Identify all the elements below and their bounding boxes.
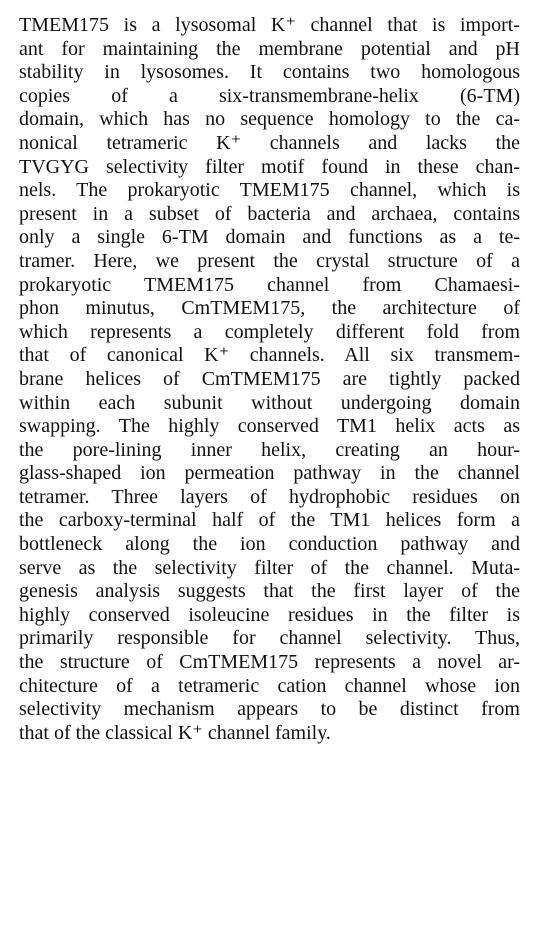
text-line: bottleneck along the ion conduction pathway and [19, 533, 520, 556]
abstract-paragraph [19, 14, 520, 745]
text-line: selectivity mechanism appears to be distinct from [19, 698, 520, 721]
text-line: genesis analysis suggests that the first layer of the [19, 580, 520, 603]
text-line: within each subunit without undergoing domain [19, 391, 520, 414]
text-line: nels. The prokaryotic TMEM175 channel, which is [19, 179, 520, 202]
text-line: phon minutus, CmTMEM175, the architecture of [19, 297, 520, 320]
text-line: serve as the selectivity filter of the channel. Muta- [19, 556, 520, 579]
text-line: tetramer. Three layers of hydrophobic residues on [19, 485, 520, 508]
text-line: TMEM175 is a lysosomal K⁺ channel that is import- [19, 14, 520, 36]
text-line: that of canonical K⁺ channels. All six transmem- [19, 344, 520, 367]
text-line: chitecture of a tetrameric cation channel whose ion [19, 674, 520, 697]
text-line: tramer. Here, we present the crystal structure of a [19, 249, 520, 272]
text-line: the structure of CmTMEM175 represents a novel ar- [19, 651, 520, 674]
text-line: stability in lysosomes. It contains two homologous [19, 61, 520, 84]
text-line: the pore-lining inner helix, creating an hour- [19, 438, 520, 461]
text-line: swapping. The highly conserved TM1 helix acts as [19, 415, 520, 438]
text-line: which represents a completely different fold from [19, 320, 520, 343]
text-line: highly conserved isoleucine residues in the filter is [19, 603, 520, 626]
text-line: that of the classical K⁺ channel family. [19, 721, 331, 744]
text-line: TVGYG selectivity filter motif found in these chan- [19, 155, 520, 178]
text-line: domain, which has no sequence homology to the ca- [19, 108, 520, 131]
text-line: primarily responsible for channel selectivity. Thus, [19, 627, 520, 650]
text-line: the carboxy-terminal half of the TM1 helices form a [19, 509, 520, 532]
text-line: copies of a six-transmembrane-helix (6-TM) [19, 84, 520, 107]
text-line: ant for maintaining the membrane potential and pH [19, 37, 520, 60]
text-line: present in a subset of bacteria and archaea, contains [19, 202, 520, 225]
text-line: glass-shaped ion permeation pathway in the channel [19, 462, 520, 485]
text-line: nonical tetrameric K⁺ channels and lacks the [19, 131, 520, 154]
text-line: brane helices of CmTMEM175 are tightly packed [19, 367, 520, 390]
text-line: only a single 6-TM domain and functions as a te- [19, 226, 520, 249]
text-line: prokaryotic TMEM175 channel from Chamaesi- [19, 273, 520, 296]
